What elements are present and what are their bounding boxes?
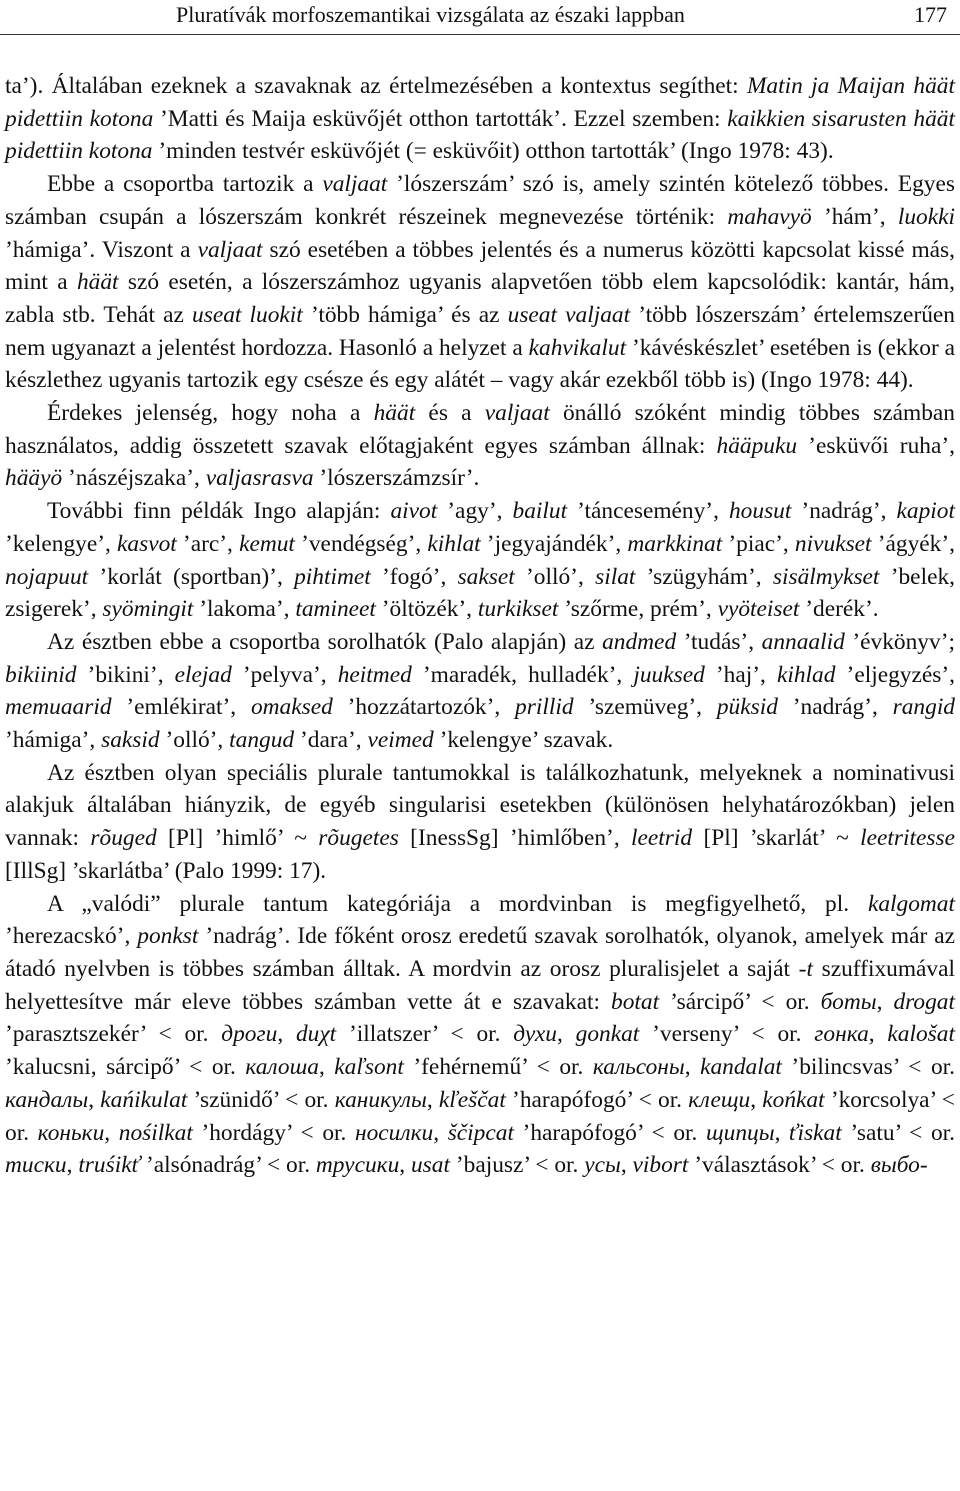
italic-term: püksid	[716, 694, 778, 721]
italic-term: elejad	[174, 661, 232, 688]
text-run: [InessSg] ’himlőben’,	[398, 825, 632, 852]
text-run: ’nadrág’. Ide főként orosz eredetű szavak sorolhatók, olyanok, amelyek már az átadó nyelvben is többes számban álltak. A mordvin az orosz pluralisjelet a saját	[5, 923, 955, 982]
text-run: ’herezacskó’,	[5, 923, 138, 950]
text-run: ,	[66, 1152, 79, 1179]
text-run: ,	[399, 1152, 411, 1179]
italic-term: gonkat	[575, 1021, 640, 1048]
text-run: ’táncesemény’,	[567, 498, 729, 525]
text-run: ’több lószerszám’ értelemszerűen nem ugyanazt a jelentést hordozza. Hasonló a helyzet a	[5, 301, 956, 361]
text-run: ’minden testvér esküvőjét (= esküvőit) otthon tartották’ (Ingo 1978: 43).	[152, 138, 834, 165]
paragraph	[5, 495, 955, 626]
text-run: ’kelengye’,	[5, 530, 118, 557]
text-run: ,	[277, 1021, 296, 1048]
italic-term: коньки	[37, 1119, 105, 1146]
text-run: ’hámiga’,	[5, 727, 102, 754]
body-text	[5, 70, 955, 1182]
italic-term: кальсоны	[592, 1054, 685, 1081]
text-run: ’sárcipő’ < or.	[659, 988, 821, 1015]
italic-term: valjaat	[484, 400, 550, 427]
italic-term: выбо-	[870, 1152, 928, 1179]
paragraph	[5, 888, 955, 1182]
text-run: ’haj’,	[704, 661, 777, 688]
text-run: ’eljegyzés’,	[835, 661, 955, 688]
italic-term: kemut	[239, 530, 295, 557]
text-run: ’hám’,	[811, 203, 898, 230]
italic-term: tamineet	[295, 596, 376, 623]
text-run: ,	[620, 1152, 633, 1179]
text-run: ’olló’,	[159, 727, 230, 754]
text-run: ’öltözék’,	[375, 596, 478, 623]
text-run: ’lakoma’,	[193, 596, 296, 623]
italic-term: боты	[820, 988, 877, 1015]
italic-term: hääpuku	[716, 432, 798, 459]
text-run: ’több hámiga’ és az	[302, 301, 508, 328]
text-run: ’kalucsni, sárcipő’ < or.	[5, 1054, 246, 1081]
text-run: ’esküvői ruha’,	[797, 432, 955, 459]
italic-term: mahavyö	[727, 203, 812, 230]
text-run: ’nadrág’,	[791, 498, 897, 525]
italic-term: nośilkat	[118, 1119, 193, 1146]
italic-term: turkikset	[477, 596, 559, 623]
text-run: ’hámiga’. Viszont a	[5, 236, 198, 263]
italic-term: гонка	[814, 1021, 869, 1048]
italic-term: andmed	[602, 628, 677, 655]
italic-term: sisälmykset	[772, 563, 880, 590]
text-run: ’korlát (sportban)’,	[88, 563, 295, 590]
text-run: ’évkönyv’;	[844, 628, 955, 655]
italic-term: leetrid	[631, 825, 693, 852]
text-run: ’harapófogó’ < or.	[513, 1119, 706, 1146]
italic-term: усы	[584, 1152, 621, 1179]
italic-term: kandalat	[700, 1054, 782, 1081]
italic-term: annaalid	[761, 628, 845, 655]
text-run: és a	[415, 400, 485, 427]
text-run: ’vendégség’,	[294, 530, 428, 557]
text-run: ’derék’.	[799, 596, 879, 623]
text-run: ’piac’,	[722, 530, 795, 557]
italic-term: luokki	[897, 203, 955, 230]
text-run: További finn példák Ingo alapján:	[47, 498, 391, 525]
italic-term: veimed	[367, 727, 434, 754]
text-run: ’harapófogó’ < or.	[505, 1086, 689, 1113]
italic-term: ščipcat	[447, 1119, 514, 1146]
paragraph	[5, 397, 955, 495]
italic-term: valjaat	[322, 171, 388, 198]
italic-term: pihtimet	[294, 563, 371, 590]
italic-term: клещи	[688, 1086, 751, 1113]
italic-term: kańikulat	[100, 1086, 188, 1113]
text-run: ,	[750, 1086, 763, 1113]
text-run: ’ágyék’,	[871, 530, 955, 557]
text-run: szuffixumával helyettesítve már eleve többes számban vette át e szavakat:	[5, 955, 955, 1015]
italic-term: truśikť	[78, 1152, 141, 1179]
text-run: ’szőrme, prém’,	[558, 596, 718, 623]
italic-term: Matin ja Maijan häät pidettiin kotona	[5, 73, 955, 132]
text-run: ta’). Általában ezeknek a szavaknak az értelmezésében a kontextus segíthet:	[5, 73, 747, 99]
italic-term: tangud	[229, 727, 295, 754]
text-run: A „valódi” plurale tantum kategóriája a mordvinban is megfigyelhető, pl.	[47, 890, 868, 917]
text-run: szó esetén, a lószerszámhoz ugyanis alapvetően több elem kapcsolódik: kantár, hám, zabla stb. Tehát az	[5, 269, 955, 328]
text-run: ,	[433, 1119, 448, 1146]
text-run: ,	[318, 1054, 335, 1081]
text-run: [Pl] ’skarlát’ ~	[692, 825, 861, 852]
italic-term: saksid	[101, 727, 160, 754]
italic-term: ponkst	[137, 923, 199, 950]
italic-term: трусики	[315, 1152, 400, 1179]
text-run: ’kelengye’ szavak.	[433, 727, 614, 754]
text-run: ’olló’,	[514, 563, 596, 590]
paragraph	[5, 626, 955, 757]
italic-term: kalgomat	[867, 890, 955, 917]
italic-term: memuaarid	[5, 694, 112, 721]
text-run: ’verseny’ < or.	[639, 1021, 815, 1048]
italic-term: housut	[728, 498, 792, 525]
text-run: ’kávéskészlet’ esetében is (ekkor a készlethez ugyanis tartozik egy csésze és egy alátét – vagy akár ezekből több is) (Ingo 1978: 44).	[5, 334, 956, 394]
text-run: ,	[684, 1054, 701, 1081]
italic-term: duχt	[295, 1021, 337, 1048]
italic-term: häät	[76, 269, 119, 296]
text-run: ,	[88, 1086, 101, 1113]
text-run: ’fogó’,	[370, 563, 458, 590]
italic-term: leetritesse	[860, 825, 955, 852]
text-run: ’fehérnemű’ < or.	[403, 1054, 593, 1081]
text-run: ,	[104, 1119, 119, 1146]
italic-term: kihlat	[427, 530, 481, 557]
text-run: ’dara’,	[294, 727, 368, 754]
italic-term: kaikkien sisarusten häät pidettiin kotona	[5, 105, 955, 165]
text-run: ’lószerszám’ szó is, amely szintén kötelező többes. Egyes számban csupán a lószerszám konkrét részeinek megnevezése történik:	[5, 171, 955, 230]
italic-term: rangid	[892, 694, 956, 721]
text-run: ’választások’ < or.	[688, 1152, 871, 1179]
italic-term: щипцы	[705, 1119, 775, 1146]
italic-term: rõuged	[90, 825, 157, 852]
text-run: ,	[774, 1119, 790, 1146]
italic-term: тиски	[5, 1152, 67, 1179]
italic-term: kaľsont	[334, 1054, 404, 1081]
text-run: ’alsónadrág’ < or.	[140, 1152, 316, 1179]
text-run: ’hozzátartozók’,	[332, 694, 516, 721]
text-run: ’szemüveg’,	[573, 694, 717, 721]
text-run: ’belek, zsigerek’,	[5, 563, 955, 623]
text-run: önálló szóként mindig többes számban használatos, addig összetett szavak előtagjaként egyes számban állnak:	[5, 400, 955, 459]
italic-term: silat	[595, 563, 636, 590]
italic-term: juuksed	[633, 661, 705, 688]
text-run: ’satu’ < or.	[841, 1119, 956, 1146]
italic-term: духи	[513, 1021, 557, 1048]
text-run: ,	[426, 1086, 439, 1113]
text-run: ’korcsolya’ < or.	[5, 1086, 955, 1146]
italic-term: aivot	[390, 498, 438, 525]
text-run: ’pelyva’,	[231, 661, 338, 688]
italic-term: кандалы	[5, 1086, 89, 1113]
italic-term: rõugetes	[318, 825, 399, 852]
italic-term: kihlad	[776, 661, 836, 688]
text-run: ’bikini’,	[76, 661, 175, 688]
italic-term: häät	[373, 400, 416, 427]
text-run: ’nadrág’,	[777, 694, 893, 721]
italic-term: końkat	[762, 1086, 825, 1113]
text-run: ’arc’,	[176, 530, 240, 557]
text-run: ’szügyhám’,	[635, 563, 773, 590]
text-run: ’bilincsvas’ < or.	[781, 1054, 956, 1081]
italic-term: носилки	[355, 1119, 434, 1146]
italic-term: дроги	[221, 1021, 278, 1048]
paragraph	[5, 168, 955, 397]
italic-term: heitmed	[337, 661, 412, 688]
text-run: Az észtben ebbe a csoportba sorolhatók (Palo alapján) az	[47, 628, 603, 655]
italic-term: kahvikalut	[528, 334, 627, 361]
text-run: ,	[876, 988, 894, 1015]
italic-term: kalošat	[887, 1021, 955, 1048]
text-run: ’bajusz’ < or.	[449, 1152, 585, 1179]
italic-term: nojapuut	[5, 563, 89, 590]
italic-term: sakset	[457, 563, 515, 590]
italic-term: markkinat	[627, 530, 723, 557]
italic-term: useat luokit	[192, 301, 303, 328]
text-run: ,	[556, 1021, 576, 1048]
italic-term: drogat	[893, 988, 955, 1015]
italic-term: каникулы	[334, 1086, 427, 1113]
text-run: ’illatszer’ < or.	[336, 1021, 514, 1048]
italic-term: omaksed	[250, 694, 333, 721]
italic-term: kasvot	[117, 530, 177, 557]
text-run: szó esetében a többes jelentés és a numerus közötti kapcsolat kissé más, mint a	[5, 236, 955, 296]
running-title: Pluratívák morfoszemantikai vizsgálata az északi lappban	[176, 2, 685, 27]
italic-term: valjasrasva	[205, 465, 314, 492]
text-run: ’tudás’,	[676, 628, 762, 655]
italic-term: kapiot	[896, 498, 955, 525]
page-number: 177	[914, 2, 947, 27]
italic-term: ťiskat	[789, 1119, 842, 1146]
text-run: ’jegyajándék’,	[480, 530, 628, 557]
text-run: Az észtben olyan speciális plurale tantumokkal is találkozhatunk, melyeknek a nominativusi alakjuk általában hiányzik, de egyéb singularisi esetekben (különösen helyhatározókban) jelen vannak:	[5, 759, 955, 852]
running-header	[0, 0, 960, 36]
italic-term: bailut	[512, 498, 568, 525]
text-run: ,	[868, 1021, 888, 1048]
italic-term: prillid	[515, 694, 574, 721]
italic-term: kľeščat	[438, 1086, 506, 1113]
italic-term: syömingit	[102, 596, 194, 623]
text-run: ’emlékirat’,	[111, 694, 251, 721]
text-run: Ebbe a csoportba tartozik a	[47, 171, 323, 198]
text-run: ’Matti és Maija esküvőjét otthon tartották’. Ezzel szemben:	[153, 105, 728, 132]
italic-term: bikiinid	[5, 661, 77, 688]
italic-term: hääyö	[5, 465, 63, 492]
paragraph	[5, 70, 955, 168]
italic-term: nivukset	[794, 530, 872, 557]
italic-term: vyöteiset	[717, 596, 800, 623]
text-run: [IllSg] ’skarlátba’ (Palo 1999: 17).	[5, 857, 327, 884]
text-run: ’maradék, hulladék’,	[411, 661, 634, 688]
text-run: ’nászéjszaka’,	[62, 465, 206, 492]
text-run: ’hordágy’ < or.	[192, 1119, 355, 1146]
text-run: ’agy’,	[437, 498, 513, 525]
italic-term: калоша	[245, 1054, 319, 1081]
header-rule	[0, 34, 960, 35]
text-run: ’lószerszámzsír’.	[313, 465, 480, 492]
text-run: ’parasztszekér’ < or.	[5, 1021, 222, 1048]
italic-term: useat valjaat	[507, 301, 631, 328]
italic-term: usat	[410, 1152, 450, 1179]
text-run: Érdekes jelenség, hogy noha a	[47, 400, 374, 427]
italic-term: valjaat	[197, 236, 263, 263]
paragraph	[5, 757, 955, 888]
italic-term: vibort	[632, 1152, 689, 1179]
text-run: ’szünidő’ < or.	[187, 1086, 335, 1113]
italic-term: botat	[611, 988, 660, 1015]
italic-term: -t	[798, 955, 813, 982]
text-run: [Pl] ’himlő’ ~	[156, 825, 319, 852]
